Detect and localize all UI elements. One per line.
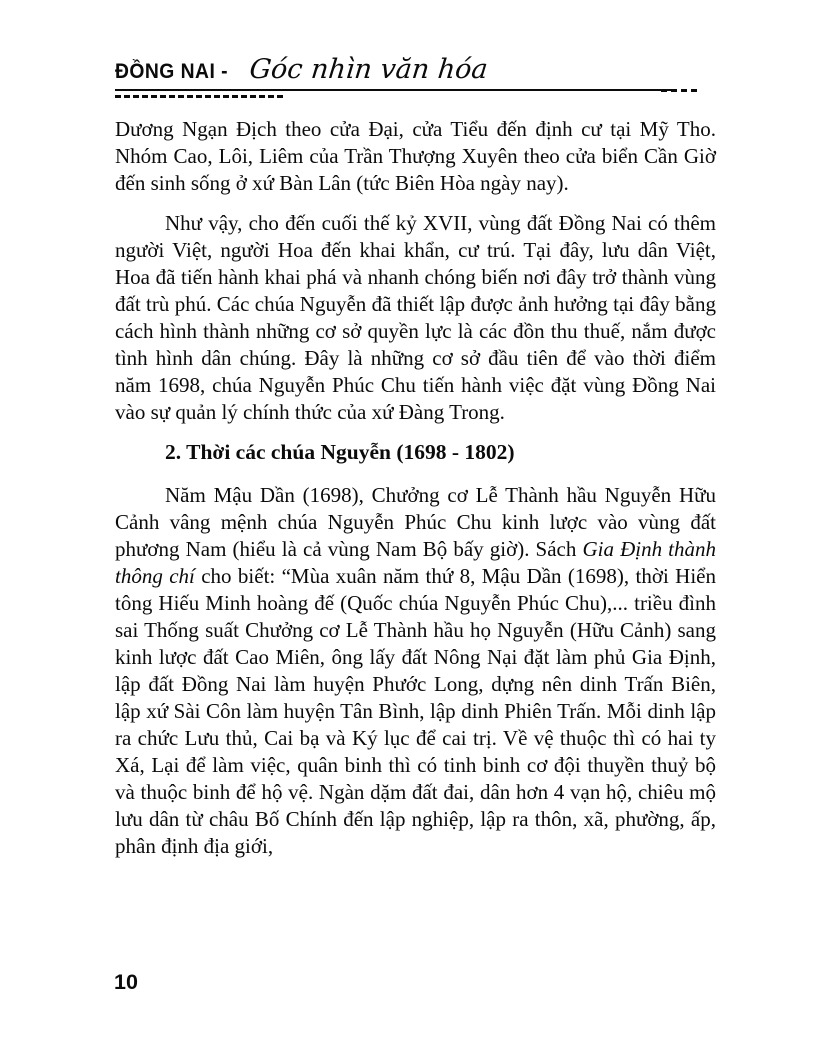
cited-book-title: Gia Định thành thông chí xyxy=(115,537,716,588)
paragraph-nam-mau-dan xyxy=(115,482,716,860)
text-segment: Dương Ngạn Địch theo cửa Đại, cửa Tiểu đến định cư tại Mỹ Tho. Nhóm Cao, Lôi, Liêm của Trần Thượng Xuyên theo cửa biển Cần Giờ đến sinh sống ở xứ Bàn Lân (tức Biên Hòa ngày nay). xyxy=(115,117,716,195)
page-number: 10 xyxy=(114,970,138,994)
paragraph-continuation xyxy=(115,116,716,197)
running-header xyxy=(115,54,716,98)
text-segment: cho biết: “Mùa xuân năm thứ 8, Mậu Dần (1698), thời Hiển tông Hiếu Minh hoàng đế (Quốc chúa Nguyễn Phúc Chu),... triều đình sai Thống suất Chưởng cơ Lễ Thành hầu họ Nguyễn (Hữu Cảnh) sang kinh lược đất Cao Miên, ông lấy đất Nông Nại đặt làm phủ Gia Định, lập đất Đồng Nai làm huyện Phước Long, dựng nên dinh Trấn Biên, lập xứ Sài Côn làm huyện Tân Bình, lập dinh Phiên Trấn. Mỗi dinh lập ra chức Lưu thủ, Cai bạ và Ký lục để cai trị. Về vệ thuộc thì có hai ty Xá, Lại để làm việc, quân binh thì có tinh binh cơ đội thuyền thuỷ bộ và thuộc binh để hộ vệ. Ngàn dặm đất đai, dân hơn 4 vạn hộ, chiêu mộ lưu dân từ châu Bố Chính đến lập nghiệp, lập ra thôn, xã, phường, ấp, phân định địa giới, xyxy=(115,564,716,858)
header-rule xyxy=(115,89,675,91)
book-subtitle-script: Góc nhìn văn hóa xyxy=(247,54,490,85)
paragraph-nhu-vay xyxy=(115,210,716,426)
page-column xyxy=(115,54,716,873)
header-under-dashes xyxy=(115,95,283,98)
section-heading xyxy=(115,439,716,466)
page-body xyxy=(115,116,716,860)
text-segment: Năm Mậu Dần (1698), Chưởng cơ Lễ Thành hầu Nguyễn Hữu Cảnh vâng mệnh chúa Nguyễn Phúc Chu kinh lược vào vùng đất phương Nam (hiểu là cả vùng Nam Bộ bấy giờ). Sách xyxy=(115,483,716,561)
header-rule-dashed-tail xyxy=(661,89,697,92)
text-segment: 2. Thời các chúa Nguyễn (1698 - 1802) xyxy=(165,440,515,464)
book-title: ĐỒNG NAI - xyxy=(115,60,229,83)
text-segment: Như vậy, cho đến cuối thế kỷ XVII, vùng đất Đồng Nai có thêm người Việt, người Hoa đến khai khẩn, cư trú. Tại đây, lưu dân Việt, Hoa đã tiến hành khai phá và nhanh chóng biến nơi đây trở thành vùng đất trù phú. Các chúa Nguyễn đã thiết lập được ảnh hưởng tại đây bằng cách hình thành những cơ sở quyền lực là các đồn thu thuế, nắm được tình hình dân chúng. Đây là những cơ sở đầu tiên để vào thời điểm năm 1698, chúa Nguyễn Phúc Chu tiến hành việc đặt vùng Đồng Nai vào sự quản lý chính thức của xứ Đàng Trong. xyxy=(115,211,716,424)
